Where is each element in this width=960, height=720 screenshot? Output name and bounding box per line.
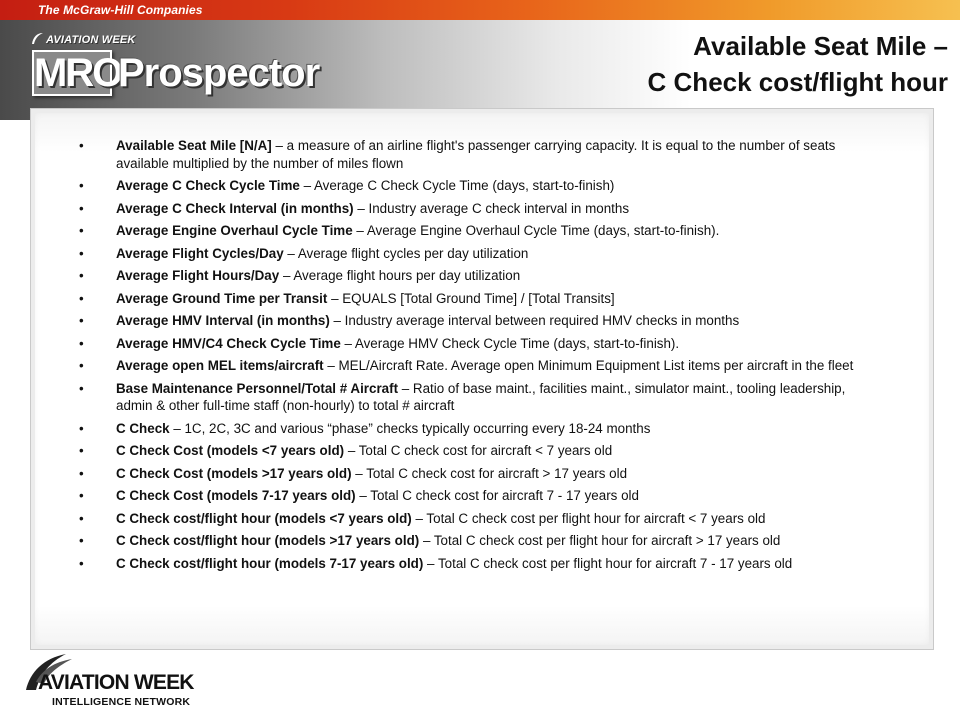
definition-item [79, 200, 865, 218]
definition-term: Average Flight Cycles/Day [116, 245, 284, 261]
footer-brand-text: AVIATION WEEK [38, 671, 194, 694]
definition-item [79, 312, 865, 330]
page-title-line-2: C Check cost/flight hour [647, 67, 948, 97]
definition-item [79, 555, 865, 573]
definition-item [79, 335, 865, 353]
definition-item [79, 245, 865, 263]
definition-term: Average open MEL items/aircraft [116, 358, 324, 373]
definition-text: – Average C Check Cycle Time (days, start-to-finish) [299, 178, 615, 193]
definition-term: Average HMV Interval (in months) [116, 313, 330, 328]
definition-text: – Average flight hours per day utilization [279, 268, 521, 283]
definition-item [79, 137, 865, 172]
definition-term: C Check cost/flight hour (models >17 years old) [116, 533, 420, 548]
definition-item [79, 380, 865, 415]
definition-text: – Industry average C check interval in months [353, 200, 630, 216]
definition-term: C Check [116, 420, 170, 436]
definition-text: – Industry average interval between required HMV checks in months [329, 313, 740, 328]
definition-text: – Total C check cost for aircraft 7 - 17 years old [355, 488, 639, 503]
company-name: The McGraw-Hill Companies [38, 3, 203, 17]
definition-term: Base Maintenance Personnel/Total # Aircraft [116, 380, 399, 396]
definition-text: – MEL/Aircraft Rate. Average open Minimum Equipment List items per aircraft in the fleet [323, 358, 854, 373]
definition-term: Average C Check Cycle Time [116, 178, 300, 193]
definition-item [79, 222, 865, 240]
footer-network-text: INTELLIGENCE NETWORK [52, 696, 191, 708]
definition-term: Average Engine Overhaul Cycle Time [116, 223, 353, 238]
definition-text: – Ratio of base maint., facilities maint., simulator maint., tooling leadership, admin & other full-time staff (non-hourly) to total # aircraft [116, 380, 846, 413]
definition-item [79, 420, 865, 438]
definition-term: Average HMV/C4 Check Cycle Time [116, 335, 341, 351]
company-bar [0, 0, 960, 20]
definitions-list [79, 137, 865, 577]
definition-text: – a measure of an airline flight's passenger carrying capacity. It is equal to the number of seats available multiplied by the number of miles flown [116, 138, 836, 171]
definition-item [79, 267, 865, 285]
definition-text: – 1C, 2C, 3C and various “phase” checks typically occurring every 18-24 months [169, 420, 651, 436]
definition-text: – Average flight cycles per day utilization [283, 245, 529, 261]
definition-item [79, 487, 865, 505]
definition-term: C Check Cost (models <7 years old) [116, 443, 345, 458]
logo-mro-text: MRO [34, 51, 122, 95]
definition-item [79, 177, 865, 195]
definition-text: – Average HMV Check Cycle Time (days, start-to-finish). [340, 335, 680, 351]
logo-aviation-week-text: AVIATION WEEK [46, 34, 136, 46]
definition-term: Available Seat Mile [N/A] [116, 138, 272, 153]
definition-term: C Check Cost (models >17 years old) [116, 465, 352, 481]
definition-term: Average Ground Time per Transit [116, 290, 328, 306]
definition-text: – Total C check cost per flight hour for aircraft > 17 years old [419, 533, 781, 548]
content-panel [30, 108, 934, 650]
definition-text: – EQUALS [Total Ground Time] / [Total Transits] [327, 290, 615, 306]
page-title [428, 28, 948, 100]
definition-text: – Total C check cost for aircraft > 17 years old [351, 465, 628, 481]
definition-text: – Average Engine Overhaul Cycle Time (days, start-to-finish). [352, 223, 720, 238]
aviation-week-intelligence-network-logo [22, 652, 222, 714]
definition-item [79, 510, 865, 528]
definition-item [79, 465, 865, 483]
logo-prospector-text: Prospector [118, 51, 320, 95]
definition-item [79, 442, 865, 460]
definition-term: C Check cost/flight hour (models 7-17 years old) [116, 555, 424, 571]
definition-term: Average C Check Interval (in months) [116, 200, 354, 216]
definition-text: – Total C check cost for aircraft < 7 years old [344, 443, 613, 458]
definition-term: Average Flight Hours/Day [116, 268, 280, 283]
definition-term: C Check cost/flight hour (models <7 years old) [116, 510, 412, 526]
aviation-week-swoosh-icon [30, 32, 44, 46]
definition-item [79, 357, 865, 375]
definition-term: C Check Cost (models 7-17 years old) [116, 488, 356, 503]
definition-text: – Total C check cost per flight hour for aircraft 7 - 17 years old [423, 555, 793, 571]
definition-item [79, 532, 865, 550]
page-title-line-1: Available Seat Mile – [693, 31, 948, 61]
mro-prospector-logo [30, 32, 320, 102]
definition-text: – Total C check cost per flight hour for aircraft < 7 years old [411, 510, 766, 526]
definition-item [79, 290, 865, 308]
